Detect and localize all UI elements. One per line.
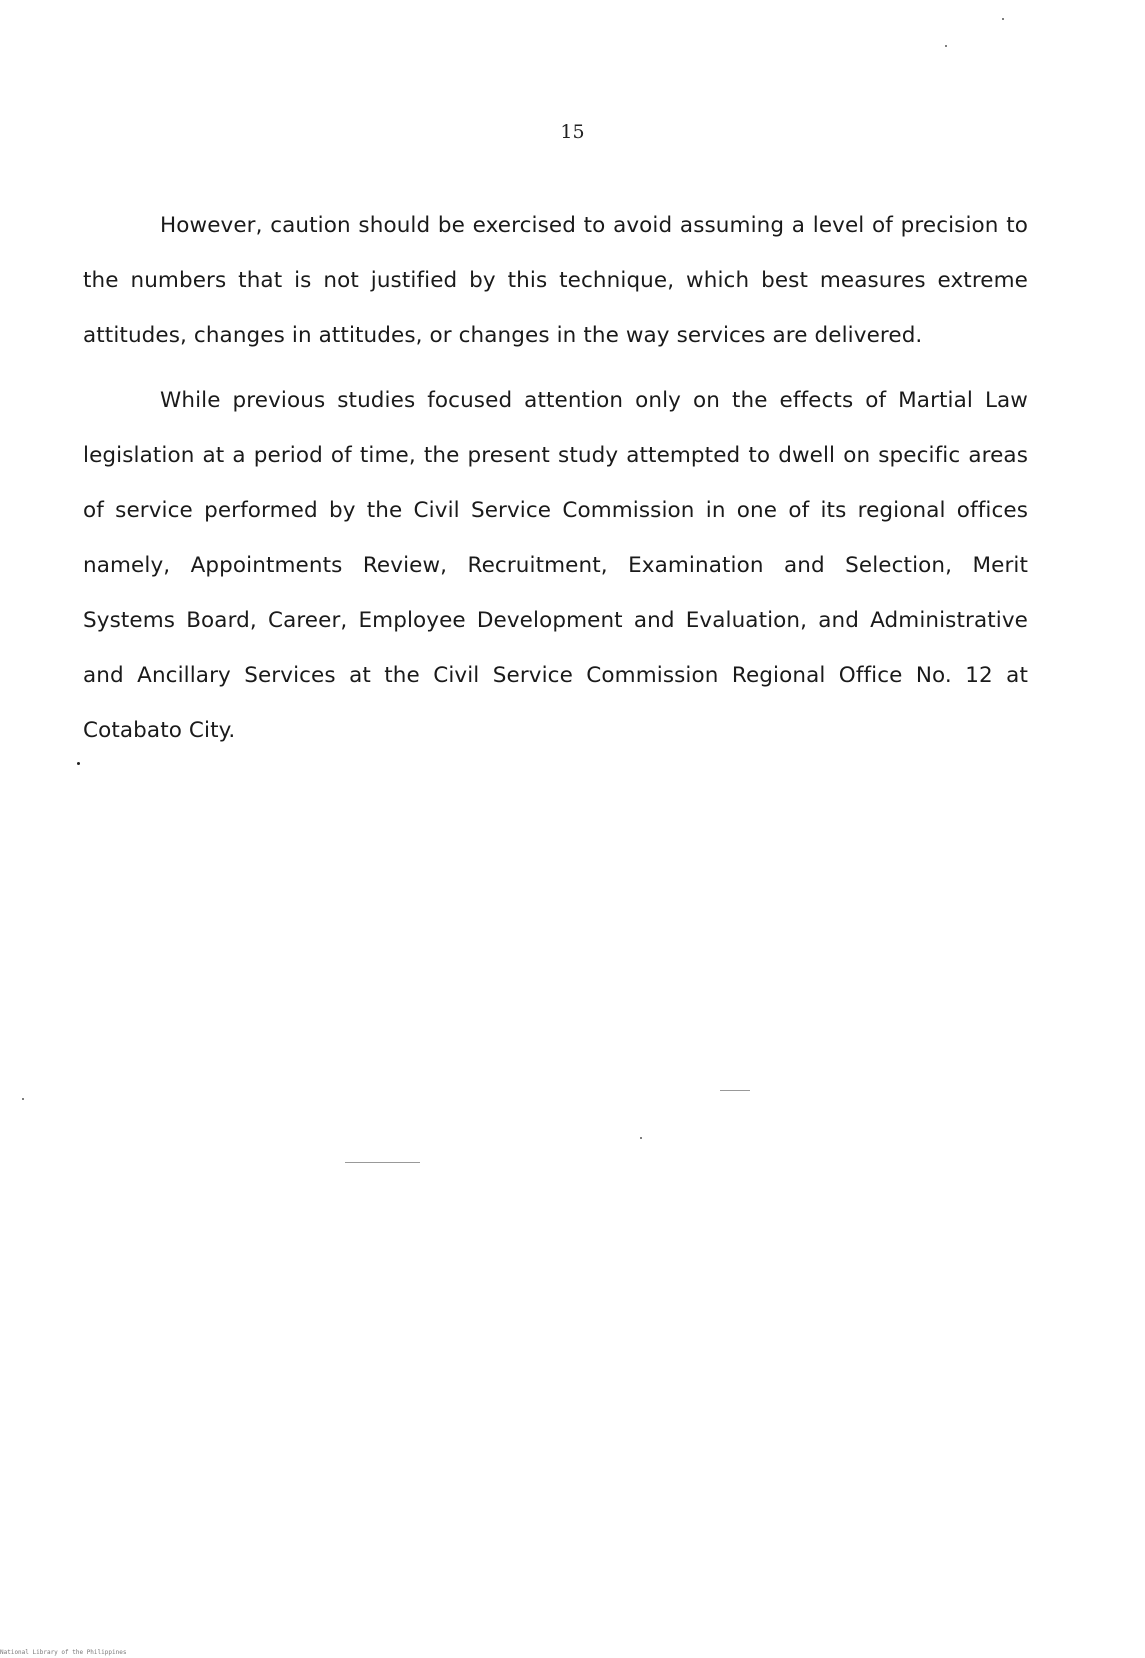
page-number: 15 <box>560 121 585 143</box>
paragraph-study-scope: While previous studies focused attention only on the effects of Martial Law legislation at a period of time, the present study attempted to dwell on specific areas of service performed by the Civil Service Commission in one of its regional offices namely, Appointments Review, Recruitment, Examination and Selection, Merit Systems Board, Career, Employee Development and Evaluation, and Administrative and Ancillary Services at the Civil Service Commission Regional Office No. 12 at Cotabato City. <box>83 388 1028 743</box>
scan-speck <box>22 1098 24 1100</box>
scan-speck <box>1002 18 1004 20</box>
scan-speck <box>77 762 80 765</box>
footer-watermark: National Library of the Philippines <box>0 1649 127 1656</box>
scan-speck <box>945 45 947 47</box>
scan-speck <box>640 1137 642 1139</box>
scan-speck <box>345 1162 420 1163</box>
paragraph-precision-caution: However, caution should be exercised to avoid assuming a level of precision to the numbers that is not justified by this technique, which best measures extreme attitudes, changes in attitudes, or changes in the way services are delivered. <box>83 213 1028 348</box>
scan-speck <box>720 1090 750 1091</box>
